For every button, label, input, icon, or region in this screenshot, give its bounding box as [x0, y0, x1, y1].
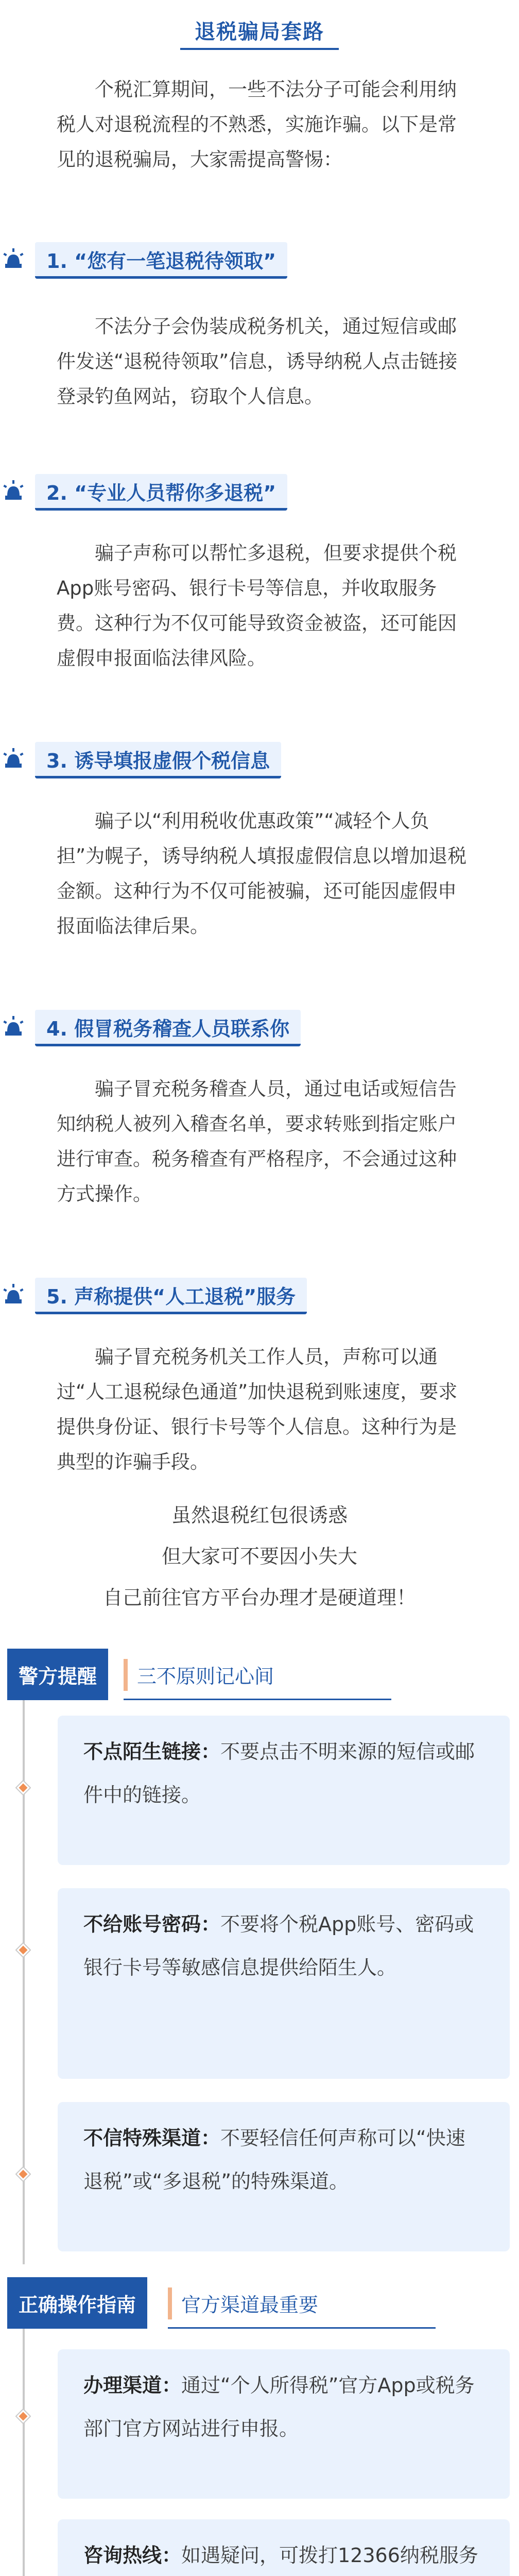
card-text: [83, 1730, 484, 1817]
page-title: 退税骗局套路: [180, 12, 339, 50]
guide-card-1: [58, 2349, 510, 2499]
banner-separator: [124, 1659, 128, 1691]
timeline-line: [23, 2329, 25, 2576]
intro-paragraph: 个税汇算期间，一些不法分子可能会利用纳税人对退税流程的不熟悉，实施诈骗。以下是常见的退税骗局，大家需提高警惕：: [57, 78, 457, 171]
closing-line-2: 但大家可不要因小失大: [161, 1545, 357, 1568]
card-body: 不要将个税App账号、密码或银行卡号等敏感信息提供给陌生人。: [83, 1913, 474, 1979]
card-body: 不要轻信任何声称可以“快速退税”或“多退税”的特殊渠道。: [83, 2127, 465, 2193]
card-label: 不信特殊渠道：: [83, 2127, 221, 2149]
card-body: 不要点击不明来源的短信或邮件中的链接。: [83, 1740, 475, 1806]
closing-line-3: 自己前往官方平台办理才是硬道理！: [102, 1586, 416, 1609]
siren-icon: [2, 1283, 25, 1306]
diamond-dot-icon: [15, 2409, 31, 2424]
diamond-dot-icon: [15, 1942, 31, 1958]
section-body-4: 骗子冒充税务稽查人员，通过电话或短信告知纳税人被列入稽查名单，要求转账到指定账户进行审查。税务稽查有严格程序，不会通过这种方式操作。: [57, 1078, 457, 1205]
section-body-5: 骗子冒充税务机关工作人员，声称可以通过“人工退税绿色通道”加快退税到账速度，要求提供身份证、银行卡号等个人信息。这种行为是典型的诈骗手段。: [57, 1346, 458, 1473]
card-body: 通过“个人所得税”官方App或税务部门官方网站进行申报。: [83, 2374, 475, 2440]
warning-card-3: [58, 2102, 510, 2251]
closing-line-1: 虽然退税红包很诱惑: [171, 1504, 348, 1527]
banner-underline: [168, 2327, 436, 2329]
section-heading-text: 4. 假冒税务稽查人员联系你: [35, 1010, 301, 1046]
warning-card-1: [58, 1716, 510, 1865]
warning-subtitle: 三不原则记心间: [137, 1665, 274, 1688]
card-label: 咨询热线：: [83, 2544, 182, 2567]
section-heading-text: 3. 诱导填报虚假个税信息: [35, 742, 281, 778]
card-text: [83, 1903, 484, 1989]
siren-icon: [2, 747, 25, 770]
siren-icon: [2, 247, 25, 270]
section-heading-text: 5. 声称提供“人工退税”服务: [35, 1278, 307, 1314]
card-label: 不给账号密码：: [83, 1913, 221, 1936]
section-body-2: 骗子声称可以帮忙多退税，但要求提供个税App账号密码、银行卡号等信息，并收取服务费。这种行为不仅可能导致资金被盗，还可能因虚假申报面临法律风险。: [57, 542, 457, 669]
siren-icon: [2, 1015, 25, 1038]
guide-card-2: [58, 2519, 510, 2576]
card-text: [83, 2116, 484, 2203]
banner-underline: [124, 1699, 391, 1700]
section-body-1: 不法分子会伪装成税务机关，通过短信或邮件发送“退税待领取”信息，诱导纳税人点击链接登录钓鱼网站，窃取个人信息。: [57, 315, 458, 408]
warning-card-2: [58, 1888, 510, 2079]
card-text: [83, 2534, 484, 2576]
section-heading-text: 2. “专业人员帮你多退税”: [35, 474, 287, 511]
card-label: 办理渠道：: [83, 2374, 182, 2397]
warning-tag: 警方提醒: [7, 1649, 108, 1700]
diamond-dot-icon: [15, 2166, 31, 2182]
section-heading-text: 1. “您有一笔退税待领取”: [35, 242, 287, 279]
section-body-3: 骗子以“利用税收优惠政策”“减轻个人负担”为幌子，诱导纳税人填报虚假信息以增加退税金额。这种行为不仅可能被骗，还可能因虚假申报面临法律后果。: [57, 810, 467, 937]
card-body: 如遇疑问，可拨打12366纳税服务: [181, 2544, 478, 2567]
card-label: 不点陌生链接：: [83, 1740, 221, 1763]
diamond-dot-icon: [15, 1780, 31, 1795]
title-area: [0, 12, 519, 50]
warning-banner: [7, 1649, 512, 1700]
guide-banner: [7, 2277, 512, 2329]
banner-separator: [168, 2287, 172, 2319]
card-text: [83, 2364, 484, 2450]
guide-tag: 正确操作指南: [7, 2277, 147, 2329]
siren-icon: [2, 479, 25, 502]
guide-subtitle: 官方渠道最重要: [181, 2293, 319, 2316]
